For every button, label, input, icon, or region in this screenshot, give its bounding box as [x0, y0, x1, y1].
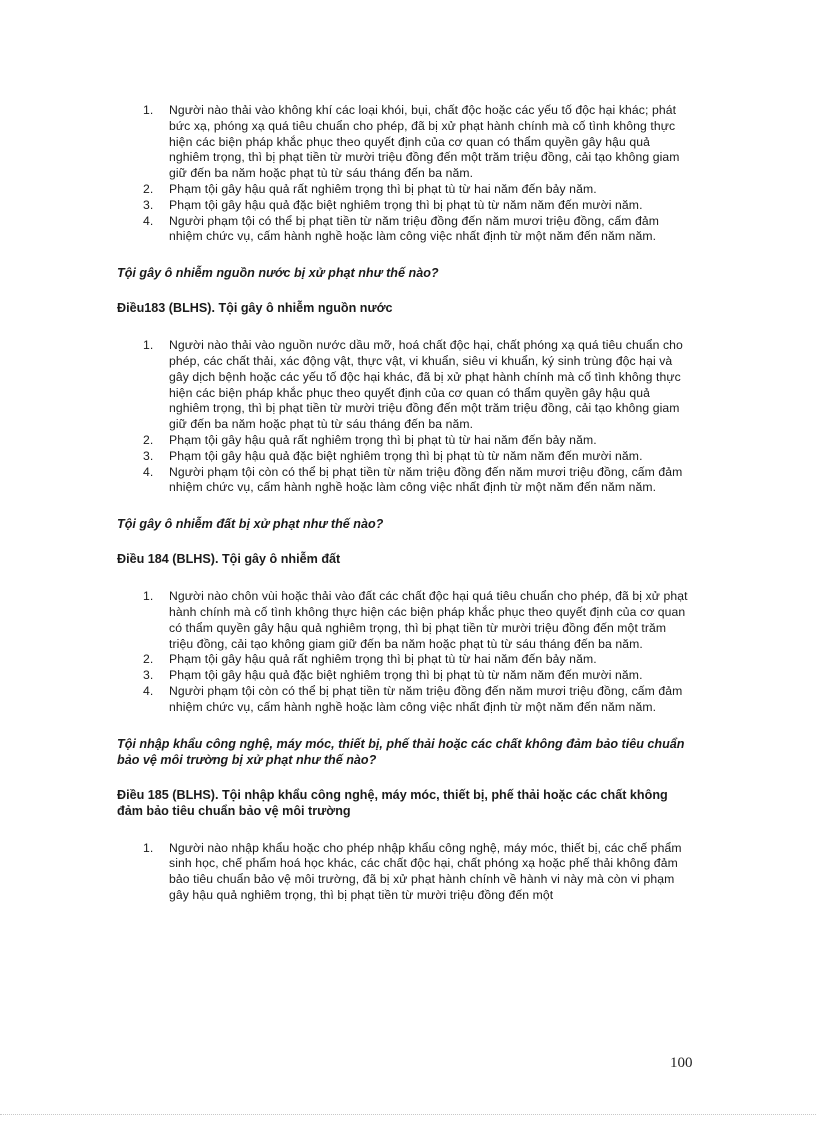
item-number: 4.: [143, 213, 154, 228]
item-text: Người nào thải vào nguồn nước dầu mỡ, hoá chất độc hại, chất phóng xạ quá tiêu chuẩn cho phép, các chất thải, xác động vật, thực vật, vi khuẩn, siêu vi khuẩn, ký sinh trùng độc hại và gây dịch bệnh hoặc các yếu tố độc hại khác, đã bị xử phạt hành chính mà cố tình không thực hiện các biện pháp khắc phục theo quyết định của cơ quan có thẩm quyền gây hậu quả nghiêm trọng, thì bị phạt tiền từ mười triệu đồng đến một trăm triệu đồng, cải tạo không giam giữ đến ba năm hoặc phạt tù từ sáu tháng đến ba năm.: [169, 338, 683, 432]
item-number: 2.: [143, 652, 154, 667]
item-number: 3.: [143, 448, 154, 463]
list-item: [117, 433, 692, 449]
item-number: 1.: [143, 338, 154, 353]
item-text: Người nào chôn vùi hoặc thải vào đất các chất độc hại quá tiêu chuẩn cho phép, đã bị xử phạt hành chính mà cố tình không thực hiện các biện pháp khắc phục theo quyết định của cơ quan có thẩm quyền gây hậu quả nghiêm trọng, thì bị phạt tiền từ mười triệu đồng đến một trăm triệu đồng, cải tạo không giam giữ đến ba năm hoặc phạt tù từ sáu tháng đến ba năm.: [169, 589, 688, 651]
page-bottom-divider: [0, 1114, 816, 1115]
list-item: [117, 465, 692, 497]
item-number: 1.: [143, 103, 154, 117]
article-heading: Điều 185 (BLHS). Tội nhập khẩu công nghệ, máy móc, thiết bị, phế thải hoặc các chất không đảm bảo tiêu chuẩn bảo vệ môi trường: [117, 787, 668, 818]
section3-list: [117, 589, 692, 715]
list-item: [117, 668, 692, 684]
list-item: [117, 684, 692, 716]
item-text: Phạm tội gây hậu quả rất nghiêm trọng thì bị phạt tù từ hai năm đến bảy năm.: [169, 652, 597, 667]
item-text: Phạm tội gây hậu quả rất nghiêm trọng thì bị phạt tù từ hai năm đến bảy năm.: [169, 432, 597, 447]
list-item: [117, 589, 692, 652]
item-text: Người nào thải vào không khí các loại khói, bụi, chất độc hoặc các yếu tố độc hại khác; phát bức xạ, phóng xạ quá tiêu chuẩn cho phép, đã bị xử phạt hành chính mà cố tình không thực hiện các biện pháp khắc phục theo quyết định của cơ quan có thẩm quyền gây hậu quả nghiêm trọng, thì bị phạt tiền từ mười triệu đồng đến một trăm triệu đồng, cải tạo không giam giữ đến ba năm hoặc phạt tù từ sáu tháng đến ba năm.: [169, 103, 680, 181]
page-content: [117, 103, 692, 904]
list-item: [117, 214, 692, 246]
list-item: [117, 338, 692, 433]
section4-list: [117, 841, 692, 904]
item-number: 2.: [143, 181, 154, 196]
item-text: Người phạm tội còn có thể bị phạt tiền từ năm triệu đồng đến năm mươi triệu đồng, cấm đảm nhiệm chức vụ, cấm hành nghề hoặc làm công việc nhất định từ một năm đến năm năm.: [169, 464, 683, 495]
question-heading: Tội gây ô nhiễm đất bị xử phạt như thế nào?: [117, 517, 384, 532]
list-item: [117, 198, 692, 214]
item-number: 1.: [143, 589, 154, 604]
item-number: 1.: [143, 840, 154, 855]
item-number: 3.: [143, 668, 154, 683]
item-text: Người phạm tội có thể bị phạt tiền từ năm triệu đồng đến năm mươi triệu đồng, cấm đảm nhiệm chức vụ, cấm hành nghề hoặc làm công việc nhất định từ một năm đến năm năm.: [169, 213, 659, 244]
item-number: 3.: [143, 197, 154, 212]
item-text: Phạm tội gây hậu quả rất nghiêm trọng thì bị phạt tù từ hai năm đến bảy năm.: [169, 181, 597, 196]
item-text: Người nào nhập khẩu hoặc cho phép nhập khẩu công nghệ, máy móc, thiết bị, các chế phẩm sinh học, chế phẩm hoá học khác, các chất độc hại, chất phóng xạ hoặc phế thải không đảm bảo tiêu chuẩn bảo vệ môi trường, đã bị xử phạt hành chính về hành vi này mà còn vi phạm gây hậu quả nghiêm trọng, thì bị phạt tiền từ mười triệu đồng đến một: [169, 840, 682, 902]
list-item: [117, 182, 692, 198]
list-item: [117, 652, 692, 668]
article-heading: Điều 184 (BLHS). Tội gây ô nhiễm đất: [117, 552, 341, 567]
item-number: 2.: [143, 432, 154, 447]
item-text: Phạm tội gây hậu quả đặc biệt nghiêm trọng thì bị phạt tù từ năm năm đến mười năm.: [169, 448, 643, 463]
item-text: Phạm tội gây hậu quả đặc biệt nghiêm trọng thì bị phạt tù từ năm năm đến mười năm.: [169, 197, 643, 212]
list-item: [117, 449, 692, 465]
question-heading: Tội nhập khẩu công nghệ, máy móc, thiết bị, phế thải hoặc các chất không đảm bảo tiêu chuẩn bảo vệ môi trường bị xử phạt như thế nào?: [117, 736, 685, 767]
section2-list: [117, 338, 692, 496]
list-item: [117, 841, 692, 904]
section1-list: [117, 103, 692, 245]
item-number: 4.: [143, 464, 154, 479]
page-number: 100: [670, 1055, 693, 1071]
item-number: 4.: [143, 683, 154, 698]
question-heading: Tội gây ô nhiễm nguồn nước bị xử phạt như thế nào?: [117, 266, 439, 281]
item-text: Phạm tội gây hậu quả đặc biệt nghiêm trọng thì bị phạt tù từ năm năm đến mười năm.: [169, 668, 643, 683]
article-heading: Điều183 (BLHS). Tội gây ô nhiễm nguồn nước: [117, 301, 393, 316]
list-item: [117, 103, 692, 182]
item-text: Người phạm tội còn có thể bị phạt tiền từ năm triệu đồng đến năm mươi triệu đồng, cấm đảm nhiệm chức vụ, cấm hành nghề hoặc làm công việc nhất định từ một năm đến năm năm.: [169, 683, 683, 714]
